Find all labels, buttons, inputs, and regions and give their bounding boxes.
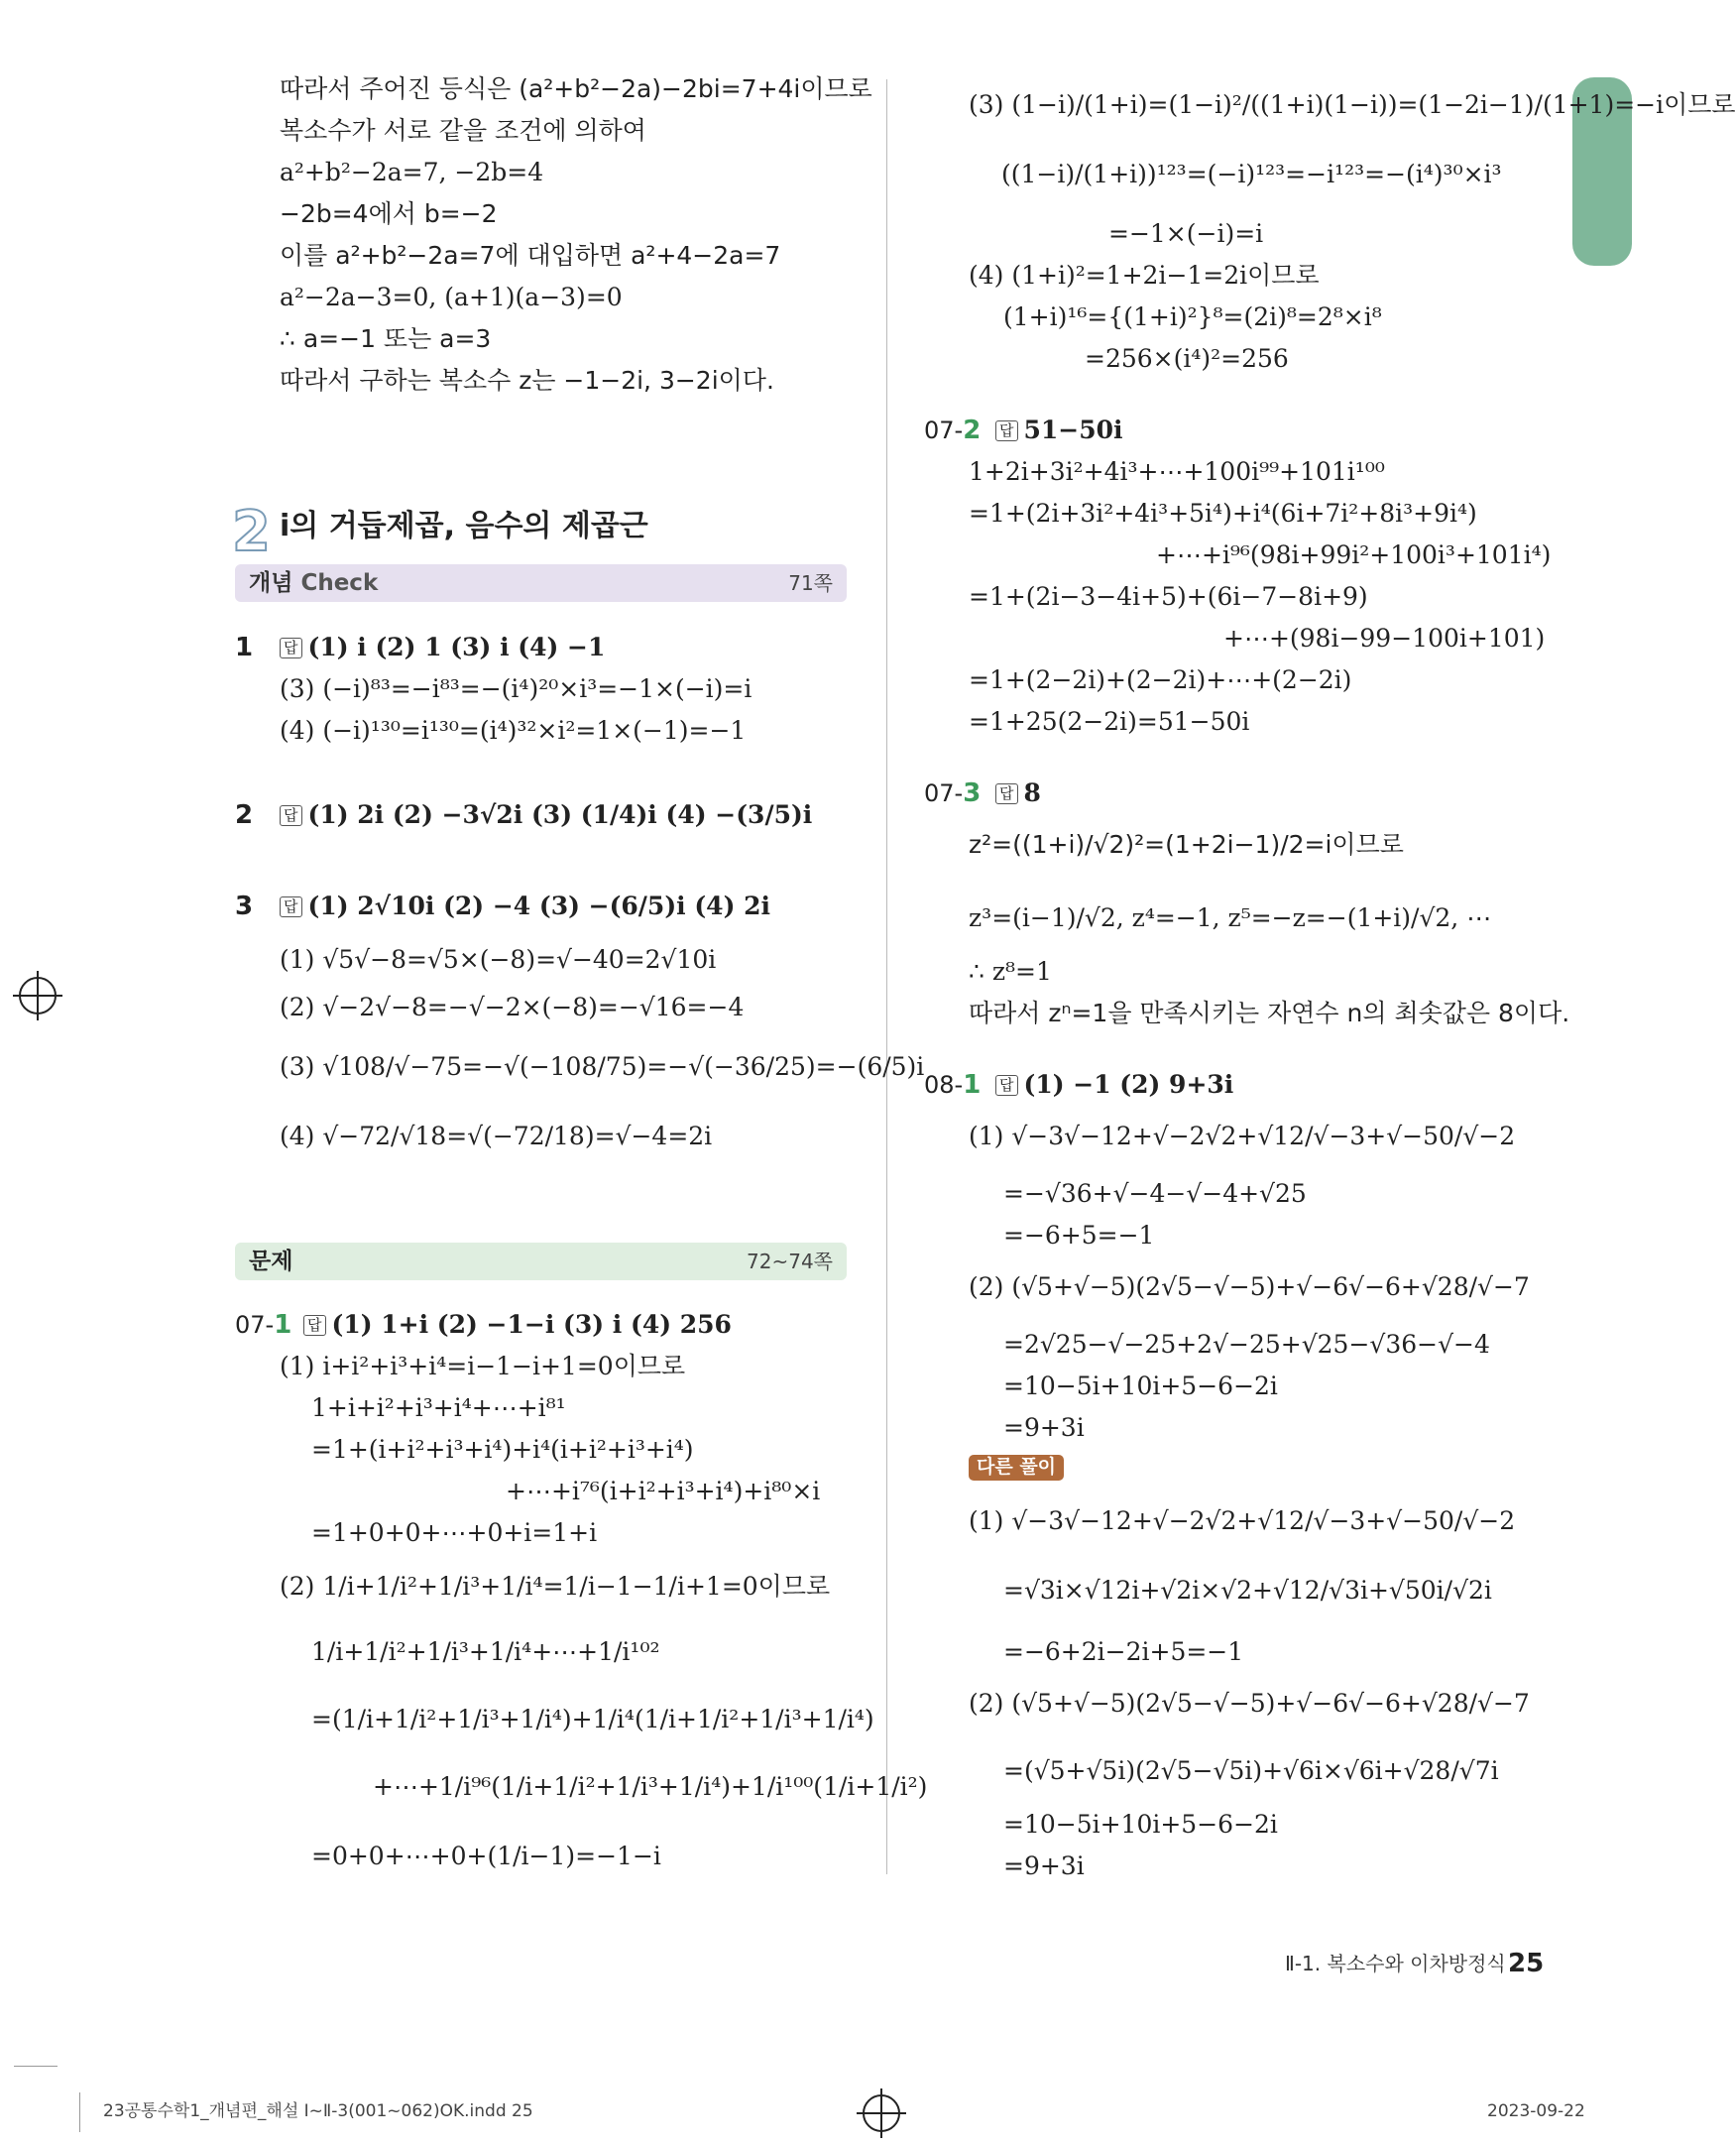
alt-solution-badge: 다른 풀이: [969, 1455, 1064, 1481]
answer-badge: 답: [995, 420, 1018, 441]
text-line: 따라서 zⁿ=1을 만족시키는 자연수 n의 최솟값은 8이다.: [969, 999, 1570, 1027]
text-line: ∴ a=−1 또는 a=3: [280, 324, 492, 353]
text-line: (2) (√5+√−5)(2√5−√−5)+√−6√−6+√28/√−7: [969, 1272, 1530, 1301]
problem-answer: [995, 777, 1041, 808]
problem-num: 1: [274, 1310, 292, 1340]
text-line: =1+(i+i²+i³+i⁴)+i⁴(i+i²+i³+i⁴): [311, 1435, 694, 1464]
answer-badge: 답: [280, 896, 302, 917]
print-slug-date: 2023-09-22: [1487, 2101, 1585, 2121]
text-line: z²=((1+i)/√2)²=(1+2i−1)/2=i이므로: [969, 830, 1404, 859]
text-line: =−6+5=−1: [1003, 1221, 1155, 1250]
problem-prefix: 07-: [924, 417, 964, 444]
problem-number: [235, 1309, 291, 1342]
text-line: =√3i×√12i+√2i×√2+√12/√3i+√50i/√2i: [1003, 1576, 1492, 1605]
item-answer: [280, 632, 605, 662]
text-line: =9+3i: [1003, 1851, 1085, 1880]
problem-prefix: 07-: [235, 1311, 275, 1339]
concept-check-label-ko: 개념: [249, 570, 293, 596]
answer-badge: 답: [280, 805, 302, 826]
problem-number: [924, 415, 981, 447]
text-line: (2) (√5+√−5)(2√5−√−5)+√−6√−6+√28/√−7: [969, 1689, 1530, 1718]
section-number: 2: [232, 500, 271, 564]
item-answer: [280, 799, 812, 830]
problem-bar: [235, 1243, 847, 1280]
problem-answer: [995, 1069, 1233, 1100]
answer-text: 51−50i: [1023, 416, 1123, 444]
registration-mark-left: [19, 977, 57, 1014]
text-line: −2b=4에서 b=−2: [280, 199, 498, 228]
print-slug-file: 23공통수학1_개념편_해설 Ⅰ~Ⅱ-3(001~062)OK.indd 25: [103, 2101, 533, 2121]
concept-check-bar: [235, 564, 847, 602]
answer-text: (1) −1 (2) 9+3i: [1023, 1070, 1234, 1099]
item-number: 1: [235, 633, 254, 662]
text-line: =10−5i+10i+5−6−2i: [1003, 1810, 1278, 1839]
page-number: 25: [1508, 1949, 1545, 1978]
problem-num: 3: [963, 778, 982, 808]
problem-answer: [303, 1309, 732, 1340]
registration-mark-bottom: [863, 2094, 900, 2132]
problem-answer: [995, 415, 1123, 445]
text-line: =2√25−√−25+2√−25+√25−√36−√−4: [1003, 1330, 1490, 1359]
concept-check-label: [249, 569, 378, 598]
answer-text: (1) 1+i (2) −1−i (3) i (4) 256: [331, 1310, 732, 1339]
text-line: (4) (1+i)²=1+2i−1=2i이므로: [969, 261, 1320, 290]
text-line: =(1/i+1/i²+1/i³+1/i⁴)+1/i⁴(1/i+1/i²+1/i³+1/i⁴): [311, 1705, 874, 1733]
text-line: 따라서 구하는 복소수 z는 −1−2i, 3−2i이다.: [280, 366, 774, 395]
text-line: 1/i+1/i²+1/i³+1/i⁴+⋯+1/i¹⁰²: [311, 1637, 660, 1666]
concept-check-label-en: Check: [300, 570, 379, 596]
slug-rule: [14, 2066, 58, 2067]
problem-num: 2: [963, 416, 982, 445]
concept-check-page: 71쪽: [788, 571, 833, 595]
text-line: =10−5i+10i+5−6−2i: [1003, 1372, 1278, 1400]
problem-number: [924, 777, 981, 810]
text-line: a²+b²−2a=7, −2b=4: [280, 158, 544, 186]
text-line: ((1−i)/(1+i))¹²³=(−i)¹²³=−i¹²³=−(i⁴)³⁰×i³: [1001, 160, 1502, 188]
answer-badge: 답: [303, 1315, 326, 1336]
text-line: a²−2a−3=0, (a+1)(a−3)=0: [280, 283, 623, 311]
answer-text: 8: [1023, 778, 1041, 807]
text-line: ∴ z⁸=1: [969, 957, 1052, 986]
text-line: +⋯+i⁹⁶(98i+99i²+100i³+101i⁴): [1156, 540, 1552, 569]
text-line: +⋯+(98i−99−100i+101): [1223, 624, 1546, 653]
section-title: i의 거듭제곱, 음수의 제곱근: [280, 509, 648, 543]
text-line: (1) i+i²+i³+i⁴=i−1−i+1=0이므로: [280, 1352, 686, 1380]
text-line: 이를 a²+b²−2a=7에 대입하면 a²+4−2a=7: [280, 241, 781, 270]
text-line: =(√5+√5i)(2√5−√5i)+√6i×√6i+√28/√7i: [1003, 1756, 1499, 1785]
answer-badge: 답: [995, 783, 1018, 804]
answer-text: (1) 2√10i (2) −4 (3) −(6/5)i (4) 2i: [307, 892, 771, 920]
slug-tick: [79, 2092, 80, 2132]
text-line: 복소수가 서로 같을 조건에 의하여: [280, 116, 646, 145]
problem-prefix: 07-: [924, 779, 964, 807]
text-line: (1+i)¹⁶={(1+i)²}⁸=(2i)⁸=2⁸×i⁸: [1003, 302, 1382, 331]
text-line: (2) √−2√−8=−√−2×(−8)=−√16=−4: [280, 993, 745, 1021]
text-line: =256×(i⁴)²=256: [1085, 344, 1289, 373]
text-line: =1+25(2−2i)=51−50i: [969, 707, 1250, 736]
text-line: (1) √5√−8=√5×(−8)=√−40=2√10i: [280, 945, 717, 974]
text-line: +⋯+1/i⁹⁶(1/i+1/i²+1/i³+1/i⁴)+1/i¹⁰⁰(1/i+1/i²): [373, 1772, 928, 1801]
item-number: 3: [235, 892, 254, 921]
text-line: (3) (−i)⁸³=−i⁸³=−(i⁴)²⁰×i³=−1×(−i)=i: [280, 674, 752, 703]
text-line: =0+0+⋯+0+(1/i−1)=−1−i: [311, 1842, 661, 1870]
problem-num: 1: [963, 1070, 982, 1100]
text-line: (1) √−3√−12+√−2√2+√12/√−3+√−50/√−2: [969, 1122, 1516, 1150]
text-line: 1+i+i²+i³+i⁴+⋯+i⁸¹: [311, 1393, 566, 1422]
text-line: =−1×(−i)=i: [1108, 219, 1264, 248]
problem-page: 72~74쪽: [747, 1250, 833, 1273]
text-line: 따라서 주어진 등식은 (a²+b²−2a)−2bi=7+4i이므로: [280, 74, 872, 103]
text-line: =1+(2i+3i²+4i³+5i⁴)+i⁴(6i+7i²+8i³+9i⁴): [969, 499, 1477, 528]
text-line: =1+(2i−3−4i+5)+(6i−7−8i+9): [969, 582, 1368, 611]
text-line: (3) (1−i)/(1+i)=(1−i)²/((1+i)(1−i))=(1−2i−1)/(1+1)=−i이므로: [969, 90, 1736, 119]
text-line: =1+(2−2i)+(2−2i)+⋯+(2−2i): [969, 665, 1352, 694]
answer-badge: 답: [995, 1075, 1018, 1096]
text-line: +⋯+i⁷⁶(i+i²+i³+i⁴)+i⁸⁰×i: [506, 1477, 821, 1505]
text-line: =9+3i: [1003, 1413, 1085, 1442]
text-line: (4) (−i)¹³⁰=i¹³⁰=(i⁴)³²×i²=1×(−1)=−1: [280, 716, 747, 745]
answer-text: (1) i (2) 1 (3) i (4) −1: [307, 633, 606, 661]
text-line: =−6+2i−2i+5=−1: [1003, 1637, 1244, 1666]
text-line: z³=(i−1)/√2, z⁴=−1, z⁵=−z=−(1+i)/√2, ⋯: [969, 903, 1492, 932]
text-line: (2) 1/i+1/i²+1/i³+1/i⁴=1/i−1−1/i+1=0이므로: [280, 1572, 831, 1601]
problem-number: [924, 1069, 981, 1102]
answer-badge: 답: [280, 638, 302, 658]
text-line: (3) √108/√−75=−√(−108/75)=−√(−36/25)=−(6/5)i: [280, 1052, 925, 1081]
text-line: =1+0+0+⋯+0+i=1+i: [311, 1518, 598, 1547]
footer-section-title: Ⅱ-1. 복소수와 이차방정식: [1285, 1952, 1506, 1975]
item-number: 2: [235, 800, 254, 830]
problem-prefix: 08-: [924, 1071, 964, 1099]
item-answer: [280, 891, 770, 921]
answer-text: (1) 2i (2) −3√2i (3) (1/4)i (4) −(3/5)i: [307, 800, 813, 829]
problem-label: 문제: [249, 1249, 293, 1274]
column-divider: [886, 79, 887, 1874]
text-line: 1+2i+3i²+4i³+⋯+100i⁹⁹+101i¹⁰⁰: [969, 457, 1385, 486]
text-line: (1) √−3√−12+√−2√2+√12/√−3+√−50/√−2: [969, 1506, 1516, 1535]
text-line: =−√36+√−4−√−4+√25: [1003, 1179, 1307, 1208]
text-line: (4) √−72/√18=√(−72/18)=√−4=2i: [280, 1122, 713, 1150]
